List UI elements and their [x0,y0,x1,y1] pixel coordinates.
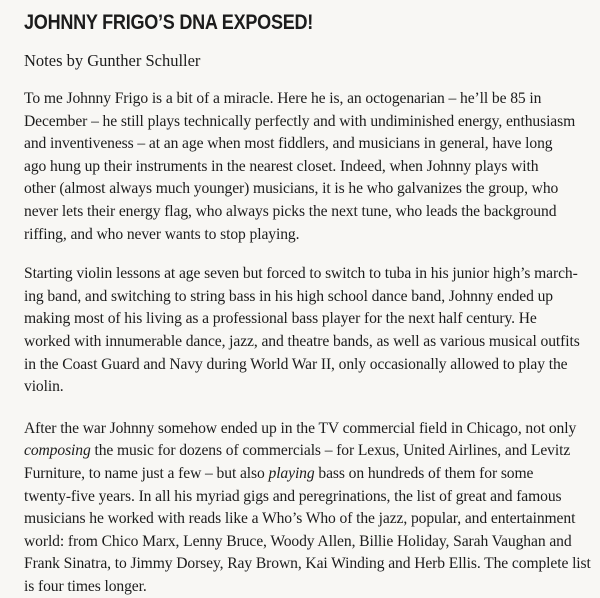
line-text: world: from Chico Marx, Lenny Bruce, Woody Allen, Billie Holiday, Sarah Vaughan and [24,532,572,550]
paragraph-1 [24,88,586,246]
paragraph-line: making most of his living as a professional bass player for the next half century. He [24,310,537,328]
article-title: JOHNNY FRIGO’S DNA EXPOSED! [24,11,314,34]
line-text: is four times longer. [24,577,147,595]
line-text: Frank Sinatra, to Jimmy Dorsey, Ray Brown, Kai Winding and Herb Ellis. The complete list [24,555,591,573]
paragraph-line: ago hung up their instruments in the nearest closet. Indeed, when Johnny plays with [24,157,539,175]
article-byline: Notes by Gunther Schuller [24,51,201,70]
emphasis-text: playing [268,464,315,482]
paragraph-line [24,508,586,531]
line-text: After the war Johnny somehow ended up in the TV commercial field in Chicago, not only [24,419,577,437]
paragraph-line: never lets their energy flag, who always picks the next tune, who leads the background [24,202,557,220]
paragraph-line: violin. [24,378,64,396]
line-text: musicians he worked with reads like a Who’s Who of the jazz, popular, and entertainment [24,510,576,528]
paragraph-line: December – he still plays technically perfectly and with undiminished energy, enthusiasm [24,112,576,130]
line-text: bass on hundreds of them for some [314,464,534,482]
paragraph-3 [24,418,591,598]
paragraph-line [24,576,586,598]
article-body [24,88,591,598]
paragraph-line: other (almost always much younger) musicians, it is he who galvanizes the group, who [24,180,559,198]
emphasis-text: composing [24,442,91,460]
paragraph-line: in the Coast Guard and Navy during World War II, only occasionally allowed to play the [24,355,568,373]
line-text: Furniture, to name just a few – but also [24,464,269,482]
paragraph-line: ing band, and switching to string bass in his high school dance band, Johnny ended up [24,287,553,305]
paragraph-line: and inventiveness – at an age when most fiddlers, and musicians in general, have long [24,135,553,153]
paragraph-line: worked with innumerable dance, jazz, and theatre bands, as well as various musical outfits [24,332,580,350]
paragraph-line: riffing, and who never wants to stop playing. [24,225,300,243]
paragraph-2 [24,263,586,399]
paragraph-line [24,486,586,509]
line-text: twenty-five years. In all his myriad gigs and peregrinations, the list of great and famous [24,487,562,505]
paragraph-line: Starting violin lessons at age seven but forced to switch to tuba in his junior high’s march- [24,265,578,283]
paragraph-line [24,531,586,554]
paragraph-line: To me Johnny Frigo is a bit of a miracle. Here he is, an octogenarian – he’ll be 85 in [24,90,542,107]
paragraph-line [24,463,586,486]
paragraph-line [24,553,591,576]
line-text: the music for dozens of commercials – for Lexus, United Airlines, and Levitz [90,442,571,460]
paragraph-line [24,418,586,441]
paragraph-line [24,440,586,463]
